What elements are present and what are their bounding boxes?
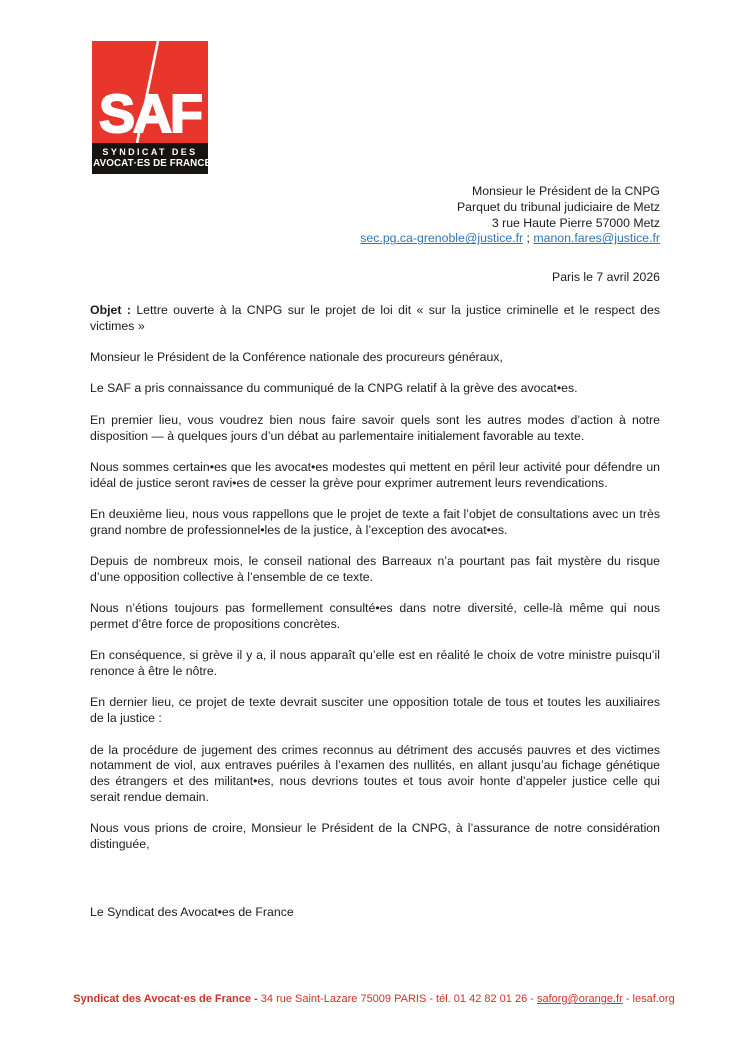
subject-label: Objet : xyxy=(90,303,131,317)
letter-date: Paris le 7 avril 2026 xyxy=(552,270,660,284)
paragraph-closing: Nous vous prions de croire, Monsieur le Président de la CNPG, à l’assurance de notre considération distinguée, xyxy=(90,821,660,851)
recipient-email-link-1[interactable]: sec.pg.ca-grenoble@justice.fr xyxy=(360,231,524,246)
page-footer xyxy=(0,992,748,1006)
recipient-email-link-2[interactable]: manon.fares@justice.fr xyxy=(533,231,660,246)
footer-address: 34 rue Saint-Lazare 75009 PARIS - tél. 01 42 82 01 26 - xyxy=(257,993,537,1005)
recipient-block xyxy=(360,184,660,247)
email-separator: ; xyxy=(523,231,534,246)
paragraph: Le SAF a pris connaissance du communiqué de la CNPG relatif à la grève des avocat•es. xyxy=(90,381,578,396)
paragraph: En premier lieu, vous voudrez bien nous faire savoir quels sont les autres modes d’action à notre disposition — à quelques jours d’un débat au parlementaire initialement favorable au texte. xyxy=(90,412,660,443)
recipient-line-1: Monsieur le Président de la CNPG xyxy=(472,184,660,198)
logo-band-line1: SYNDICAT DES xyxy=(102,147,198,157)
footer-website: - lesaf.org xyxy=(622,993,675,1005)
saf-logo xyxy=(92,41,212,174)
saf-logo-band xyxy=(92,143,212,174)
paragraph: de la procédure de jugement des crimes reconnus au détriment des accusés pauvres et des victimes notamment de viol, aux entraves puériles à l’examen des nullités, en allant jusqu’au fichage génétique des étrangers et des militant•es, nous devrions toutes et tous avoir honte d’appeler justice celle qui serait rendue demain. xyxy=(90,742,660,804)
paragraph-salutation: Monsieur le Président de la Conférence nationale des procureurs généraux, xyxy=(90,350,503,365)
paragraph: En dernier lieu, ce projet de texte devrait susciter une opposition totale de tous et toutes les auxiliaires de la justice : xyxy=(90,695,660,726)
paragraph: Nous n’étions toujours pas formellement consulté•es dans notre diversité, celle-là même qui nous permet d’être force de propositions concrètes. xyxy=(90,601,660,631)
saf-logo-red-box xyxy=(92,41,208,143)
subject-line xyxy=(90,303,660,334)
paragraph: Nous sommes certain•es que les avocat•es modestes qui mettent en péril leur activité pour défendre un idéal de justice seront ravi•es de cesser la grève pour exprimer autrement leurs revendications. xyxy=(90,459,660,490)
subject-text: Lettre ouverte à la CNPG sur le projet de loi dit « sur la justice criminelle et le respect des victimes » xyxy=(90,303,660,333)
paragraph: En conséquence, si grève il y a, il nous apparaît qu’elle est en réalité le choix de votre ministre puisqu’il renonce à être le nôtre. xyxy=(90,648,660,679)
footer-email-link[interactable]: saforg@orange.fr xyxy=(536,993,623,1005)
paragraph: En deuxième lieu, nous vous rappellons que le projet de texte a fait l’objet de consultations avec un très grand nombre de professionnel•les de la justice, à l’exception des avocat•es. xyxy=(90,507,660,537)
logo-acronym: SAF xyxy=(99,84,201,143)
recipient-line-3: 3 rue Haute Pierre 57000 Metz xyxy=(491,215,660,230)
recipient-line-2: Parquet du tribunal judiciaire de Metz xyxy=(456,199,660,214)
signature: Le Syndicat des Avocat•es de France xyxy=(90,905,294,920)
footer-org-name: Syndicat des Avocat·es de France - xyxy=(73,993,258,1005)
recipient-email-line xyxy=(360,231,660,247)
logo-band-line2: AVOCAT·ES DE FRANCE xyxy=(93,158,212,169)
paragraph: Depuis de nombreux mois, le conseil national des Barreaux n’a pourtant pas fait mystère du risque d’une opposition collective à l’ensemble de ce texte. xyxy=(90,554,660,584)
letter-body xyxy=(90,303,660,921)
